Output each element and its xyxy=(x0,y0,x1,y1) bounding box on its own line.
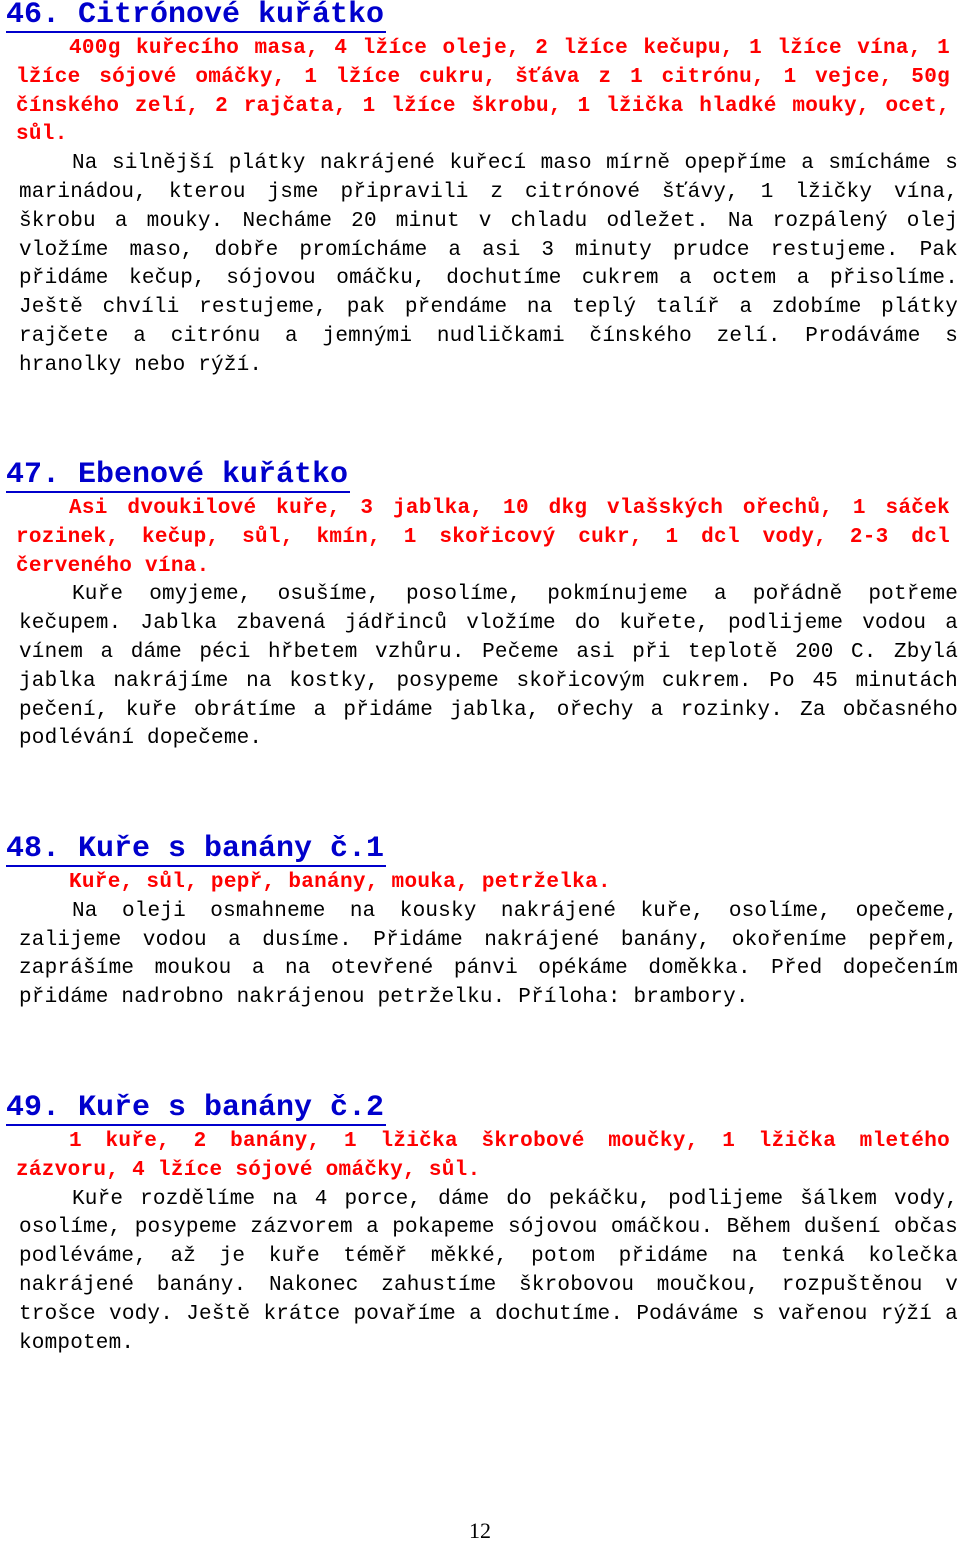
recipe-title xyxy=(0,1093,960,1126)
method-text: Kuře omyjeme, osušíme, posolíme, pokmínujeme a pořádně potřeme kečupem. Jablka zbavená jádřinců vložíme do kuřete, podlijeme vodou a vínem a dáme péci hřbetem vzhůru. Pečeme asi při teplotě 200 C. Zbylá jablka nakrájíme na kostky, posypeme skořicovým cukrem. Po 45 minutách pečení, kuře obrátíme a přidáme jablka, ořechy a rozinky. Za občasného podlévání dopečeme. xyxy=(19,583,958,751)
method-text: Kuře rozdělíme na 4 porce, dáme do pekáčku, podlijeme šálkem vody, osolíme, posypeme zázvorem a pokapeme sójovou omáčkou. Během dušení občas podléváme, až je kuře téměř měkké, potom přidáme na tenká kolečka nakrájené banány. Nakonec zahustíme škrobovou moučkou, rozpuštěnou v trošce vody. Ještě krátce povaříme a dochutíme. Podáváme s vařenou rýží a kompotem. xyxy=(19,1187,958,1355)
recipe-title-text: 48. Kuře s banány č.1 xyxy=(6,832,385,866)
recipe-title xyxy=(0,0,960,33)
ingredients-list: Asi dvoukilové kuře, 3 jablka, 10 dkg vlašských ořechů, 1 sáček rozinek, kečup, sůl, kmín, 1 skořicový cukr, 1 dcl vody, 2-3 dcl červeného vína. xyxy=(16,497,950,578)
recipe-46 xyxy=(0,0,960,381)
method-text: Na oleji osmahneme na kousky nakrájené kuře, osolíme, opečeme, zalijeme vodou a dusíme. Přidáme nakrájené banány, okořeníme pepřem, zaprášíme moukou a na otevřené pánvi opékáme doměkka. Před dopečením přidáme nadrobno nakrájenou petrželku. Příloha: brambory. xyxy=(19,899,958,1010)
ingredients-list: 400g kuřecího masa, 4 lžíce oleje, 2 lžíce kečupu, 1 lžíce vína, 1 lžíce sójové omáčky, 1 lžíce cukru, šťáva z 1 citrónu, 1 vejce, 50g čínského zelí, 2 rajčata, 1 lžíce škrobu, 1 lžička hladké mouky, ocet, sůl. xyxy=(16,37,950,147)
method-text: Na silnější plátky nakrájené kuřecí maso mírně opepříme a smícháme s marinádou, kterou jsme připravili z citrónové šťávy, 1 lžičky vína, škrobu a mouky. Necháme 20 minut v chladu odležet. Na rozpálený olej vložíme maso, dobře promícháme a asi 3 minuty prudce restujeme. Pak přidáme kečup, sójovou omáčku, dochutíme cukrem a octem a přisolíme. Ještě chvíli restujeme, pak přendáme na teplý talíř a zdobíme plátky rajčete a citrónu a jemnými nudličkami čínského zelí. Prodáváme s hranolky nebo rýží. xyxy=(19,152,958,377)
recipe-47 xyxy=(0,460,960,754)
recipe-49 xyxy=(0,1093,960,1358)
page-number: 12 xyxy=(469,1518,491,1543)
recipe-title xyxy=(0,834,960,867)
recipe-48 xyxy=(0,834,960,1013)
recipe-title-text: 47. Ebenové kuřátko xyxy=(6,458,349,492)
recipe-title xyxy=(0,460,960,493)
recipe-title-text: 49. Kuře s banány č.2 xyxy=(6,1091,385,1125)
ingredients-list: Kuře, sůl, pepř, banány, mouka, petrželka. xyxy=(69,871,611,894)
ingredients-list: 1 kuře, 2 banány, 1 lžička škrobové moučky, 1 lžička mletého zázvoru, 4 lžíce sójové omáčky, sůl. xyxy=(16,1130,950,1182)
recipe-title-text: 46. Citrónové kuřátko xyxy=(6,0,385,32)
